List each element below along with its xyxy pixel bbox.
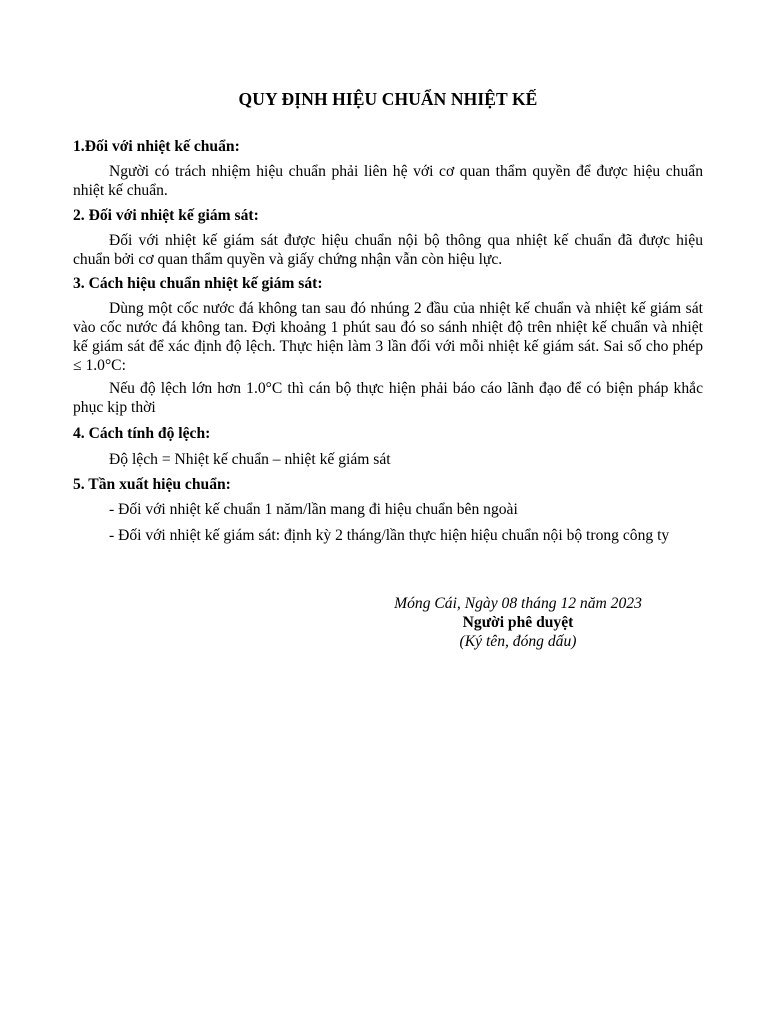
section-5-item-1: - Đối với nhiệt kế chuẩn 1 năm/lần mang đi hiệu chuẩn bên ngoài (109, 501, 518, 518)
section-2-heading: 2. Đối với nhiệt kế giám sát: (73, 207, 259, 224)
section-5-item-2: - Đối với nhiệt kế giám sát: định kỳ 2 tháng/lần thực hiện hiệu chuẩn nội bộ trong công ty (109, 527, 670, 544)
section-2-paragraph: Đối với nhiệt kế giám sát được hiệu chuẩn nội bộ thông qua nhiệt kế chuẩn đã được hiệu chuẩn bởi cơ quan thẩm quyền và giấy chứng nhận vẫn còn hiệu lực. (73, 232, 703, 268)
signature-approver: Người phê duyệt (462, 614, 574, 631)
signature-place-date: Móng Cái, Ngày 08 tháng 12 năm 2023 (394, 595, 642, 612)
section-3-heading: 3. Cách hiệu chuẩn nhiệt kế giám sát: (73, 275, 323, 292)
section-3-paragraph-2: Nếu độ lệch lớn hơn 1.0°C thì cán bộ thực hiện phải báo cáo lãnh đạo để có biện pháp khắc phục kịp thời (73, 380, 703, 416)
section-4-heading: 4. Cách tính độ lệch: (73, 425, 211, 442)
section-4-formula: Độ lệch = Nhiệt kế chuẩn – nhiệt kế giám sát (109, 451, 391, 468)
section-5-heading: 5. Tần xuất hiệu chuẩn: (73, 476, 231, 493)
section-3-paragraph-1: Dùng một cốc nước đá không tan sau đó nhúng 2 đầu của nhiệt kế chuẩn và nhiệt kế giám sát vào cốc nước đá không tan. Đợi khoảng 1 phút sau đó so sánh nhiệt độ trên nhiệt kế chuẩn và nhiệt kế giám sát để xác định độ lệch. Thực hiện làm 3 lần đối với mỗi nhiệt kế giám sát. Sai số cho phép ≤ 1.0°C: (73, 300, 703, 374)
section-1-paragraph: Người có trách nhiệm hiệu chuẩn phải liên hệ với cơ quan thẩm quyền để được hiệu chuẩn nhiệt kế chuẩn. (73, 163, 703, 199)
section-1-heading: 1.Đối với nhiệt kế chuẩn: (73, 138, 240, 155)
document-title: QUY ĐỊNH HIỆU CHUẨN NHIỆT KẾ (238, 89, 538, 109)
signature-note: (Ký tên, đóng dấu) (459, 633, 577, 650)
